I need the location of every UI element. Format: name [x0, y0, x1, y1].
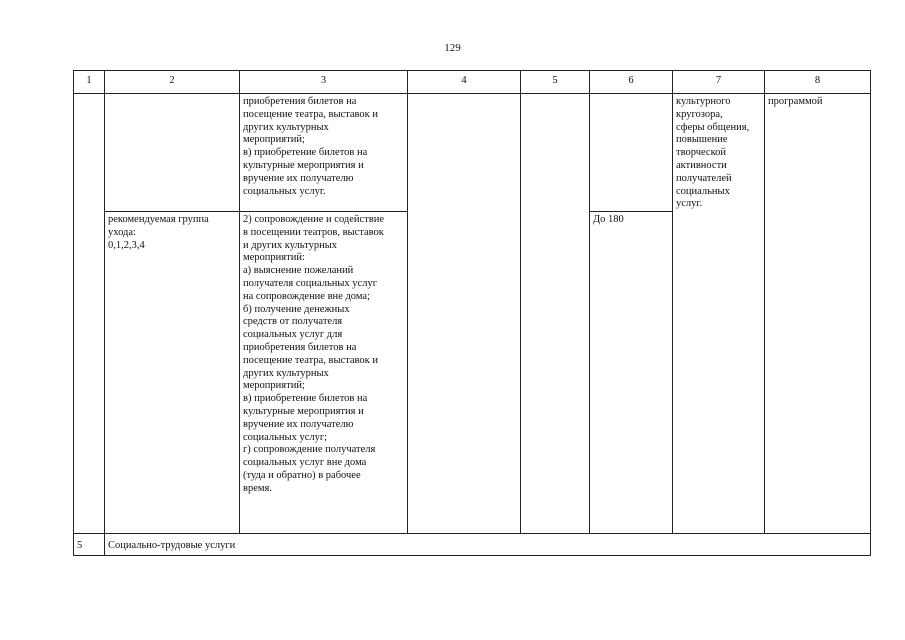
header-cell-3: 3 [240, 71, 408, 94]
header-cell-5: 5 [521, 71, 590, 94]
cell-7: культурного кругозора, сферы общения, повышение творческой активности получателей социальных услуг. [673, 94, 765, 534]
row-number-cell [74, 94, 105, 534]
cell-8: программой [765, 94, 871, 534]
header-cell-2: 2 [105, 71, 240, 94]
header-cell-7: 7 [673, 71, 765, 94]
cell-a-3: приобретения билетов на посещение театра, выставок и других культурных мероприятий; в) приобретение билетов на культурные мероприятия и вручение их получателю социальных услуг. [240, 94, 408, 212]
cell-b-6: До 180 [590, 212, 673, 534]
services-table [73, 70, 871, 556]
header-cell-6: 6 [590, 71, 673, 94]
header-row [74, 71, 871, 94]
cell-a-6 [590, 94, 673, 212]
cell-5 [521, 94, 590, 534]
section-title: Социально-трудовые услуги [105, 534, 871, 556]
header-cell-4: 4 [408, 71, 521, 94]
header-cell-8: 8 [765, 71, 871, 94]
table-row [74, 94, 871, 212]
header-cell-1: 1 [74, 71, 105, 94]
section-row [74, 534, 871, 556]
cell-a-2 [105, 94, 240, 212]
cell-b-3: 2) сопровождение и содействие в посещении театров, выставок и других культурных мероприятий: а) выяснение пожеланий получателя социальных услуг на сопровождение вне дома; б) получение денежных средств от получателя социальных услуг для приобретения билетов на посещение театра, выставок и других культурных мероприятий; в) приобретение билетов на культурные мероприятия и вручение их получателю социальных услуг; г) сопровождение получателя социальных услуг вне дома (туда и обратно) в рабочее время. [240, 212, 408, 534]
page-number: 129 [444, 42, 461, 54]
cell-b-2: рекомендуемая группа ухода: 0,1,2,3,4 [105, 212, 240, 534]
section-number: 5 [74, 534, 105, 556]
cell-4 [408, 94, 521, 534]
